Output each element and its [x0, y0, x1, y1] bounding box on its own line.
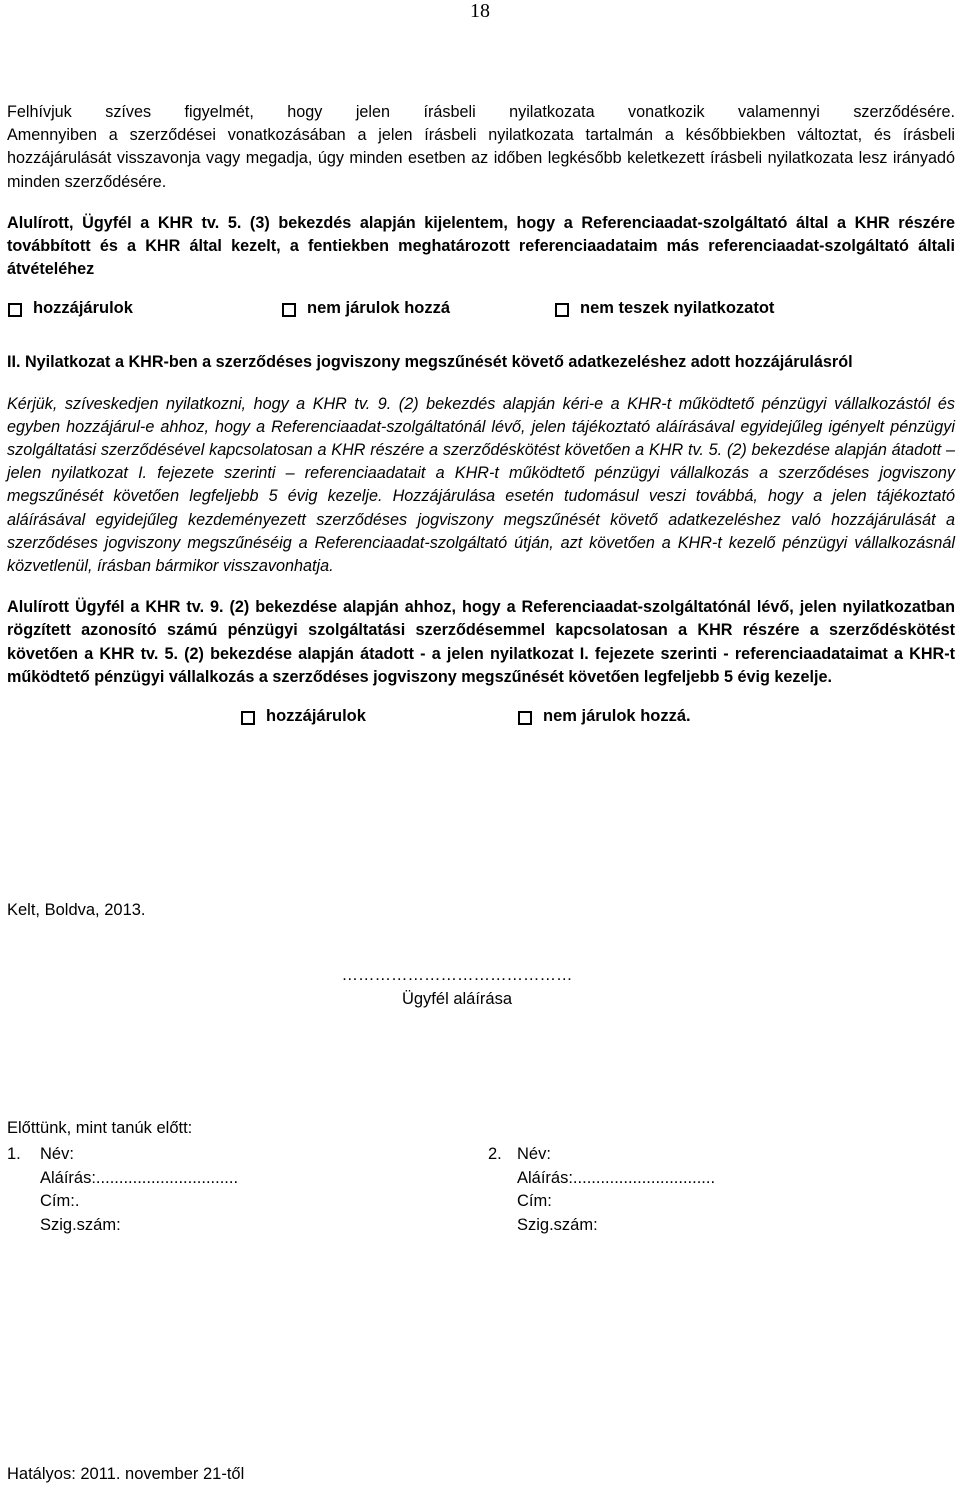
section2-statement: Alulírott Ügyfél a KHR tv. 9. (2) bekezdése alapján ahhoz, hogy a Referenciaadat-szolgáltatónál lévő, jelen nyilatkozatban rögzített azonosító számú pénzügyi szolgáltatási szerződésemmel kapcsolatosan a KHR részére a szerződéskötést követően a KHR tv. 5. (2) bekezdése alapján átadott - a jelen nyilatkozat I. fejezete szerinti - referenciaadataimat a KHR-t működtető pénzügyi vállalkozás a szerződéses jogviszony megszűnését követően legfeljebb 5 évig kezelje. [7, 598, 955, 686]
section1-option-no-statement[interactable] [555, 299, 774, 318]
checkbox-icon[interactable] [555, 303, 569, 317]
witness-name[interactable]: Név: [517, 1145, 551, 1163]
signature-label: Ügyfél aláírása [401, 990, 513, 1008]
place-date: Kelt, Boldva, 2013. [7, 901, 146, 919]
option-label: nem járulok hozzá [307, 299, 451, 318]
intro-paragraph: Amennyiben a szerződései vonatkozásában a jelen írásbeli nyilatkozata tartalmán a későbbiekben változtat, és írásbeli hozzájárulását visszavonja vagy megadja, úgy minden esetben az időben legkésőbb keletkezett írásbeli nyilatkozata lesz irányadó minden szerződésére. [7, 126, 955, 191]
witness-signature[interactable]: Aláírás:............................... [517, 1168, 716, 1187]
section1-option-decline[interactable] [282, 299, 450, 318]
option-label: nem teszek nyilatkozatot [580, 299, 775, 318]
option-label: hozzájárulok [266, 707, 366, 726]
option-label: hozzájárulok [33, 299, 133, 318]
witness-number: 1. [7, 1145, 21, 1163]
section2-option-consent[interactable] [241, 707, 366, 726]
section2-request: Kérjük, szíveskedjen nyilatkozni, hogy a KHR tv. 9. (2) bekezdés alapján kéri-e a KHR-t működtető pénzügyi vállalkozástól és egyben hozzájárul-e ahhoz, hogy a Referenciaadat-szolgáltatónál lévő, jelen tájékoztató aláírásával egyidejűleg igényelt pénzügyi szolgáltatási szerződésével kapcsolatosan a KHR részére a szerződéskötést követően a KHR tv. 5. (2) bekezdése alapján átadott – jelen nyilatkozat I. fejezete szerinti – referenciaadatait a KHR-t működtető pénzügyi vállalkozás a szerződéses jogviszony megszűnését követően legfeljebb 5 évig kezelje. Hozzájárulása esetén tudomásul veszi továbbá, hogy a jelen tájékoztató aláírásával egyidejűleg kezdeményezett szerződéses jogviszony megszűnését követő adatkezeléshez való hozzájárulását a szerződéses jogviszony megszűnéséig a Referenciaadat-szolgáltató útján, azt követően a KHR-t kezelő pénzügyi vállalkozásnál közvetlenül, írásban bármikor visszavonhatja. [7, 394, 955, 576]
witness-id[interactable]: Szig.szám: [517, 1215, 598, 1234]
section2-heading: II. Nyilatkozat a KHR-ben a szerződéses jogviszony megszűnését követő adatkezeléshez adott hozzájárulásról [7, 353, 853, 372]
witness-id[interactable]: Szig.szám: [40, 1215, 121, 1234]
checkbox-icon[interactable] [241, 711, 255, 725]
checkbox-icon[interactable] [8, 303, 22, 317]
signature-line: …………………………………… [341, 966, 573, 984]
witness-address[interactable]: Cím:. [40, 1192, 80, 1210]
section2-option-decline[interactable] [518, 707, 691, 726]
section2-options [7, 707, 955, 733]
section1-statement: Alulírott, Ügyfél a KHR tv. 5. (3) bekezdés alapján kijelentem, hogy a Referenciaadat-szolgáltató által a KHR részére továbbított és a KHR által kezelt, a fentiekben meghatározott referenciaadataim más referenciaadat-szolgáltató általi átvételéhez [7, 213, 955, 279]
option-label: nem járulok hozzá. [543, 707, 691, 726]
witness-signature[interactable]: Aláírás:............................... [40, 1168, 239, 1187]
witness-name[interactable]: Név: [40, 1145, 74, 1163]
section1-option-consent[interactable] [8, 299, 133, 318]
intro-line-1: Felhívjuk szíves figyelmét, hogy jelen írásbeli nyilatkozata vonatkozik valamennyi szerződésére. [7, 103, 955, 121]
page-number: 18 [470, 0, 490, 22]
effective-date-footer: Hatályos: 2011. november 21-től [7, 1465, 245, 1483]
document-body [7, 101, 955, 733]
witness-address[interactable]: Cím: [517, 1192, 552, 1210]
witnesses-title: Előttünk, mint tanúk előtt: [7, 1119, 193, 1137]
checkbox-icon[interactable] [282, 303, 296, 317]
section1-options [7, 299, 955, 325]
witness-number: 2. [488, 1145, 502, 1163]
checkbox-icon[interactable] [518, 711, 532, 725]
